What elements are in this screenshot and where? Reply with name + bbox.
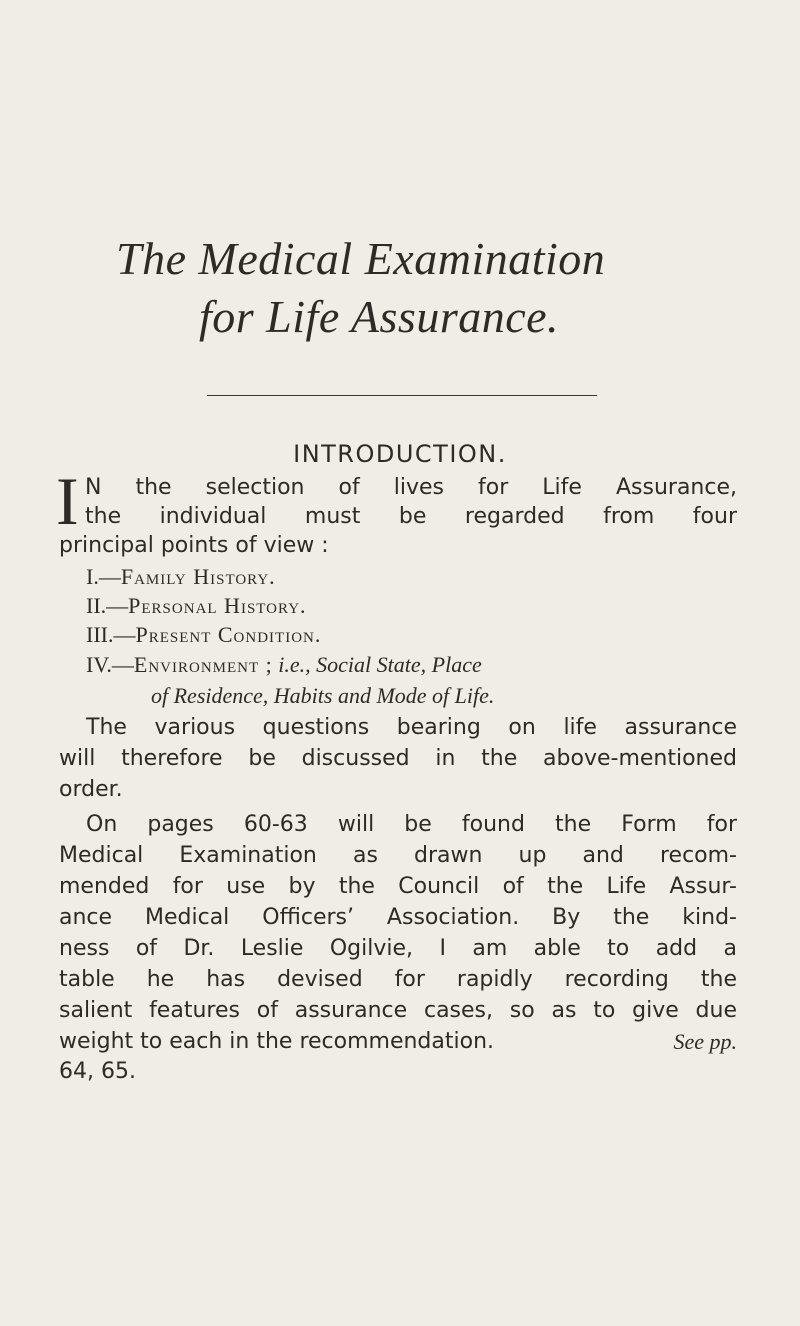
title-line-1: The Medical Examination bbox=[116, 233, 606, 284]
para2-line: table he has devised for rapidly recording the bbox=[59, 967, 737, 992]
intro-line-2: the individual must be regarded from four bbox=[85, 504, 737, 529]
point-label: Present Condition. bbox=[135, 622, 322, 647]
point-number: I.— bbox=[86, 564, 121, 589]
see-reference: See pp. bbox=[673, 1029, 737, 1054]
point-label: Environment ; bbox=[133, 652, 273, 677]
point-item bbox=[86, 622, 321, 648]
drop-cap: I bbox=[56, 463, 79, 539]
intro-line-3: principal points of view : bbox=[59, 533, 329, 558]
para1-line: will therefore be discussed in the above-mentioned bbox=[59, 746, 737, 771]
para2-line-with-ref bbox=[59, 1029, 737, 1055]
intro-line-1: N the selection of lives for Life Assurance, bbox=[85, 475, 737, 500]
point-detail-continued: of Residence, Habits and Mode of Life. bbox=[151, 683, 495, 708]
para2-line: Medical Examination as drawn up and recom- bbox=[59, 843, 737, 868]
point-ie: i.e., bbox=[278, 652, 311, 677]
point-number: II.— bbox=[86, 593, 129, 618]
para2-line: ance Medical Officers’ Association. By the kind- bbox=[59, 905, 737, 930]
point-label: Family History. bbox=[120, 564, 276, 589]
para2-last-line: 64, 65. bbox=[59, 1059, 136, 1084]
title-line-2: for Life Assurance. bbox=[199, 291, 560, 342]
point-number: III.— bbox=[86, 622, 136, 647]
para1-line: order. bbox=[59, 777, 123, 802]
para2-line: On pages 60-63 will be found the Form for bbox=[86, 812, 737, 837]
point-item bbox=[86, 593, 307, 619]
point-item bbox=[86, 652, 482, 678]
title-rule bbox=[207, 395, 597, 396]
point-detail: Social State, Place bbox=[316, 652, 482, 677]
para2-line: mended for use by the Council of the Life Assur- bbox=[59, 874, 737, 899]
para1-line: The various questions bearing on life assurance bbox=[86, 715, 737, 740]
para2-line: salient features of assurance cases, so as to give due bbox=[59, 998, 737, 1023]
point-item bbox=[86, 564, 276, 590]
para2-line-text: weight to each in the recommendation. bbox=[59, 1029, 495, 1054]
section-heading: INTRODUCTION. bbox=[293, 440, 507, 468]
point-label: Personal History. bbox=[128, 593, 307, 618]
para2-line: ness of Dr. Leslie Ogilvie, I am able to add a bbox=[59, 936, 737, 961]
point-number: IV.— bbox=[86, 652, 134, 677]
